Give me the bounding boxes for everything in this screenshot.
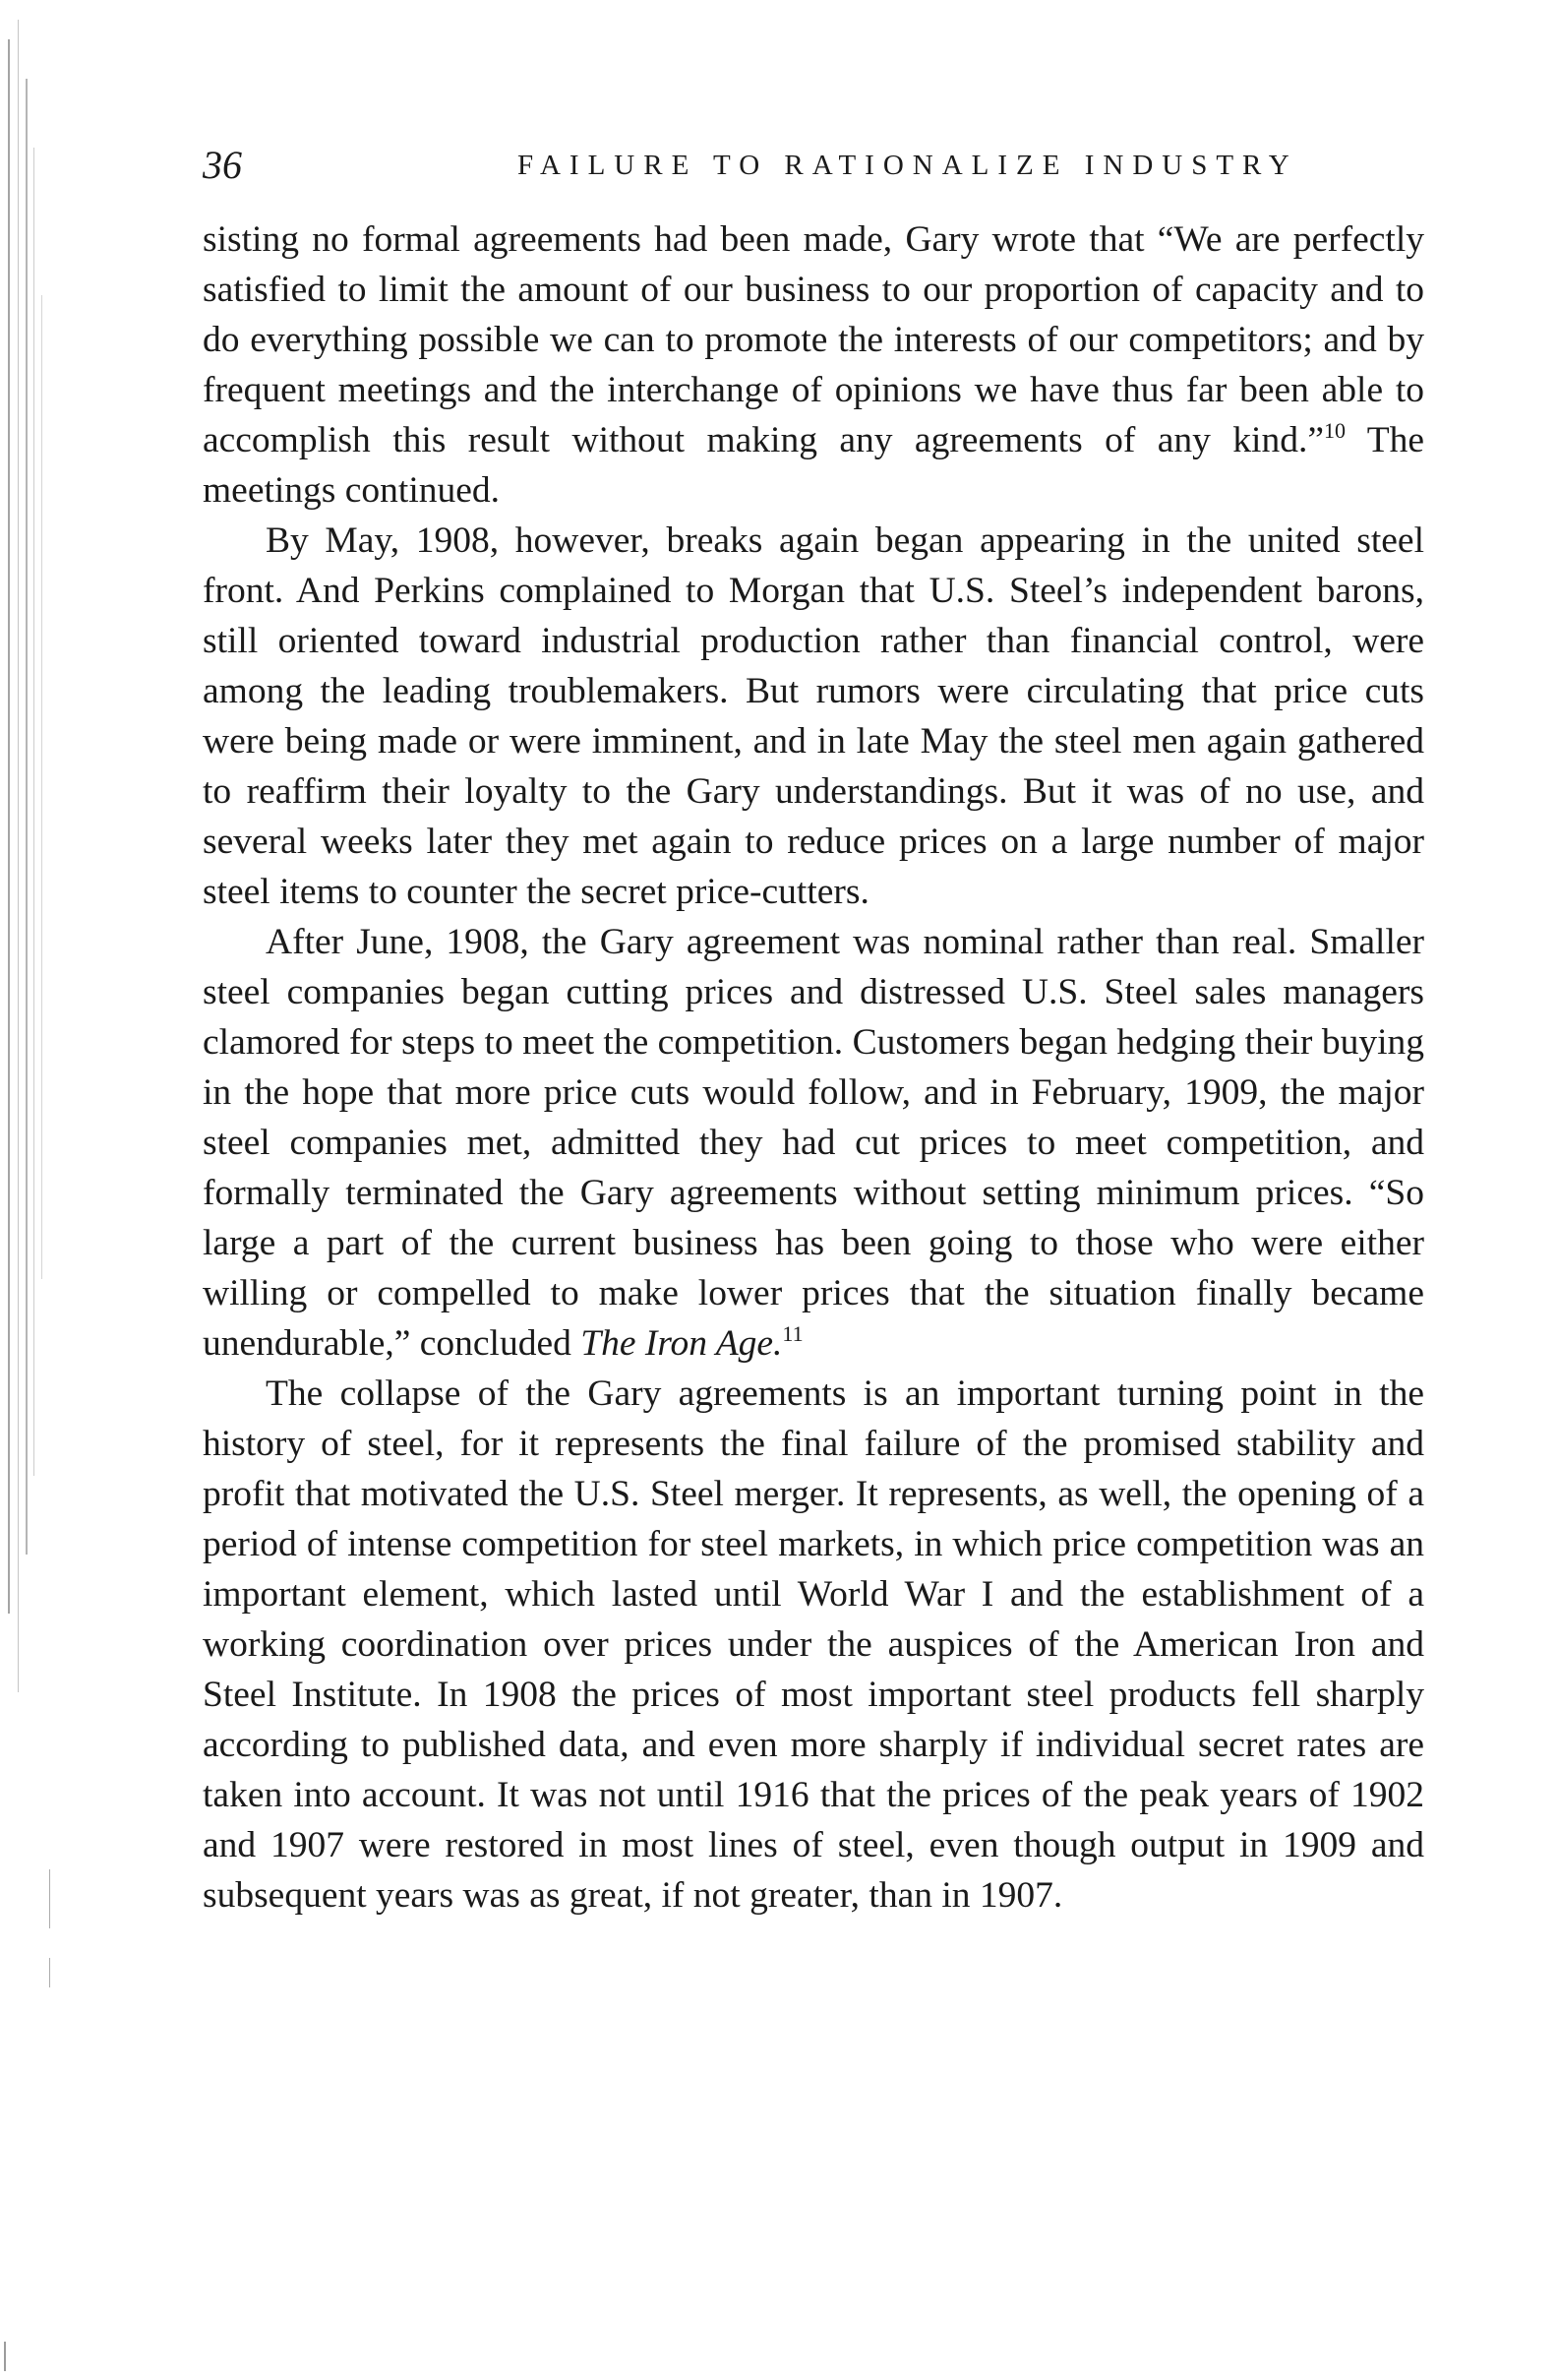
paragraph-3 <box>203 917 1424 1369</box>
footnote-ref-10: 10 <box>1323 418 1346 443</box>
paragraph-2: By May, 1908, however, breaks again began appearing in the united steel front. And Perkins complained to Morgan that U.S. Steel’s independent barons, still oriented toward industrial production rather than financial control, were among the leading troublemakers. But rumors were circulating that price cuts were being made or were imminent, and in late May the steel men again gathered to reaffirm their loyalty to the Gary understandings. But it was of no use, and several weeks later they met again to reduce prices on a large number of major steel items to counter the secret price-cutters. <box>203 520 1424 912</box>
footnote-ref-11: 11 <box>782 1321 804 1346</box>
body-text <box>203 214 1424 1921</box>
paragraph-4: The collapse of the Gary agreements is an important turning point in the history of steel, for it represents the final failure of the promised stability and profit that motivated the U.S. Steel merger. It represents, as well, the opening of a period of intense competition for steel markets, in which price competition was an important element, which lasted until World War I and the establishment of a working coordination over prices under the auspices of the American Iron and Steel Institute. In 1908 the prices of most important steel products fell sharply according to published data, and even more sharply if individual secret rates are taken into account. It was not until 1916 that the prices of the peak years of 1902 and 1907 were restored in most lines of steel, even though output in 1909 and subsequent years was as great, if not greater, than in 1907. <box>203 1373 1424 1916</box>
running-head: FAILURE TO RATIONALIZE INDUSTRY <box>517 150 1298 181</box>
scan-edge-artifact <box>0 0 69 2380</box>
paragraph-3-text: After June, 1908, the Gary agreement was nominal rather than real. Smaller steel companies began cutting prices and distressed U.S. Steel sales managers clamored for steps to meet the competition. Customers began hedging their buying in the hope that more price cuts would follow, and in February, 1909, the major steel companies met, admitted they had cut prices to meet competition, and formally terminated the Gary agreements without setting minimum prices. “So large a part of the current business has been going to those who were either willing or compelled to make lower prices that the situation finally became unendurable,” concluded <box>203 922 1424 1364</box>
page-header <box>203 136 1422 195</box>
paragraph-1 <box>203 214 1424 516</box>
paragraph-1-text: sisting no formal agreements had been made, Gary wrote that “We are perfectly satisfied to limit the amount of our business to our proportion of capacity and to do everything possible we can to promote the interests of our competitors; and by frequent meetings and the interchange of opinions we have thus far been able to accomplish this result without making any agreements of any kind.” <box>203 219 1424 460</box>
paragraph-1-tail: The meetings continued. <box>203 420 1424 511</box>
page-number: 36 <box>203 143 242 187</box>
journal-title: The Iron Age. <box>580 1323 783 1364</box>
